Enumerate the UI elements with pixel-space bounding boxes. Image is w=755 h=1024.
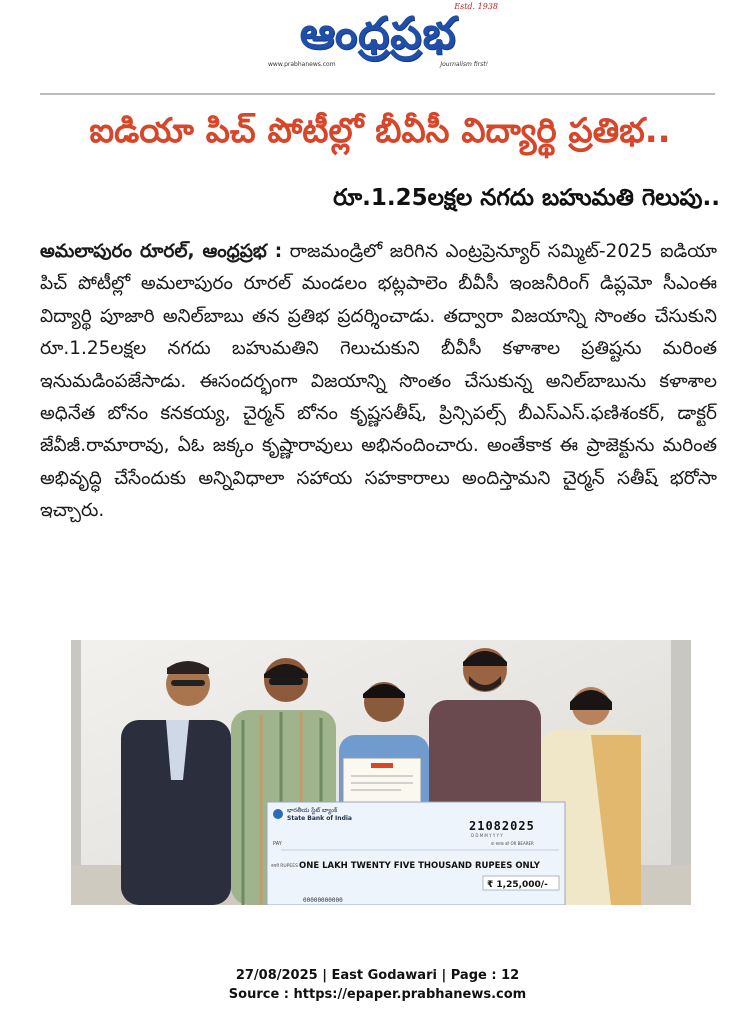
website-label: www.prabhanews.com <box>268 61 336 68</box>
big-cheque <box>267 802 565 905</box>
cheque-rupees-label: रुपये RUPEES <box>271 864 298 869</box>
newspaper-logo <box>262 2 498 74</box>
footer-edition-info: 27/08/2025 | East Godawari | Page : 12 <box>235 968 520 983</box>
article-dateline: అమలాపురం రూరల్, ఆంధ్రప్రభ : <box>40 241 283 262</box>
cheque-bank-name-en: State Bank of India <box>287 815 352 822</box>
article-headline: ఐడియా పిచ్ పోటీల్లో బీవీసీ విద్యార్థి ప్రతిభ.. <box>89 111 671 151</box>
estd-label: Estd. 1938 <box>454 2 498 11</box>
cheque-order-label: या धारक को OR BEARER <box>491 841 534 846</box>
article-subheadline: రూ.1.25లక్షల నగదు బహుమతి గెలుపు.. <box>333 185 720 211</box>
footer-source: Source : https://epaper.prabhanews.com <box>228 987 527 1002</box>
cheque-amount-figures: ₹ 1,25,000/- <box>487 880 548 890</box>
certificate <box>343 758 421 802</box>
cheque-date: 21082025 <box>469 819 535 833</box>
tagline: Journalism first! <box>440 61 488 68</box>
masthead-divider <box>40 93 715 95</box>
article-body <box>40 236 717 528</box>
cheque-account-number: 00000000000 <box>303 897 343 904</box>
cheque-amount-words: ONE LAKH TWENTY FIVE THOUSAND RUPEES ONLY <box>299 861 540 871</box>
cheque-bank-name-te: భారతీయ స్టేట్ బ్యాంక్ <box>287 807 338 814</box>
logo-text: ఆంధ్రప్రభ <box>299 8 457 59</box>
cheque-date-label: D D M M Y Y Y Y <box>471 833 503 838</box>
masthead <box>0 0 755 92</box>
cheque-pay-label: PAY <box>273 841 282 847</box>
page-footer <box>0 966 755 1004</box>
article-body-text: రాజమండ్రిలో జరిగిన ఎంట్రప్రెన్యూర్ సమ్మిట్-2025 ఐడియా పిచ్ పోటీల్లో అమలాపురం రూరల్ మండలం భట్లపాలెం బీవీసీ ఇంజనీరింగ్ డిప్లమో సీఎంఈ విద్యార్థి పూజారి అనిల్‌బాబు తన ప్రతిభ ప్రదర్శించాడు. తద్వారా విజయాన్ని సొంతం చేసుకుని రూ.1.25లక్షల నగదు బహుమతిని గెలుచుకుని బీవీసీ కళాశాల ప్రతిష్టను మరింత ఇనుమడింపజేసాడు. ఈసందర్భంగా విజయాన్ని సొంతం చేసుకున్న అనిల్‌బాబును కళాశాల అధినేత బోనం కనకయ్య, చైర్మన్ బోనం కృష్ణసతీష్, ప్రిన్సిపల్స్ బీఎస్ఎస్.ఫణిశంకర్, డాక్టర్ జేవీజీ.రామారావు, ఏఓ జక్కం కృష్ణారావులు అభినందించారు. అంతేకాక ఈ ప్రాజెక్టును మరింత అభివృద్ధి చేసేందుకు అన్నివిధాలా సహాయ సహకారాలు అందిస్తామని చైర్మన్ సతీష్ భరోసా ఇచ్చారు. <box>40 241 717 522</box>
sbi-logo-icon <box>273 809 283 819</box>
award-photo <box>71 640 691 905</box>
